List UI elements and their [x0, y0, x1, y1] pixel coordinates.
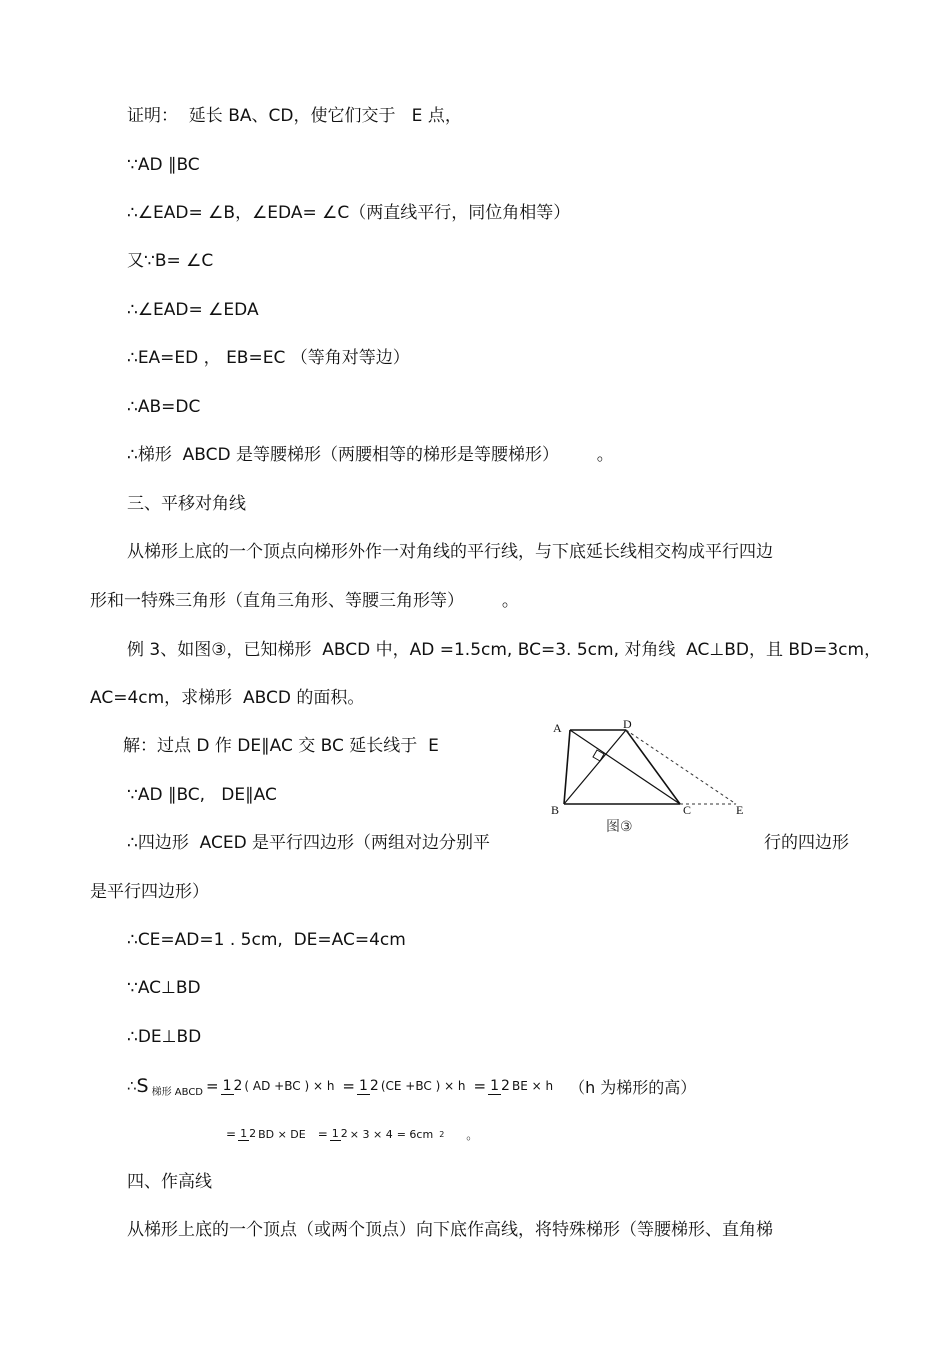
fraction-half: 1 2 [359, 1077, 379, 1094]
proof-line-6: ∴EA=ED ， EB=EC （等角对等边） [127, 348, 410, 368]
area-symbol: S [136, 1075, 149, 1097]
proof-line-4: 又∵B= ∠C [127, 251, 214, 271]
equals-sign: = [206, 1077, 219, 1095]
section-heading-4: 四、作高线 [127, 1172, 212, 1192]
area-subscript: 梯形 ABCD [151, 1087, 203, 1098]
fraction-half: 1 2 [331, 1127, 348, 1140]
fraction-half: 1 2 [490, 1077, 510, 1094]
solution-line-1: 解：过点 D 作 DE∥AC 交 BC 延长线于 E [123, 736, 439, 756]
figure-caption: 图③ [606, 819, 633, 835]
label-b: B [551, 803, 560, 817]
proof-line-3: ∴∠EAD= ∠B，∠EDA= ∠C（两直线平行，同位角相等） [127, 203, 571, 223]
method-description-1: 从梯形上底的一个顶点向梯形外作一对角线的平行线，与下底延长线相交构成平行四边 [127, 542, 773, 562]
proof-line-1: 证明： 延长 BA、CD，使它们交于 E 点， [127, 106, 462, 126]
example-3-line-1: 例 3、如图③，已知梯形 ABCD 中，AD =1.5cm, BC=3. 5cm, 对角线 AC⊥BD，且 BD=3cm， [127, 640, 882, 660]
proof-line-5: ∴∠EAD= ∠EDA [127, 300, 259, 320]
fraction-half: 1 2 [222, 1077, 243, 1094]
therefore-symbol: ∴ [127, 1077, 137, 1095]
formula-term-product: × 3 × 4 [349, 1127, 393, 1141]
proof-line-2: ∵AD ∥BC [127, 155, 200, 175]
formula-exponent: 2 [439, 1129, 445, 1139]
equals-sign: = [226, 1127, 237, 1141]
formula-end-mark: 。 [466, 1127, 479, 1142]
method-description-3: 从梯形上底的一个顶点（或两个顶点）向下底作高线，将特殊梯形（等腰梯形、直角梯 [127, 1220, 773, 1240]
solution-line-2: ∵AD ∥BC, DE∥AC [127, 785, 277, 805]
diagonal-bd [564, 730, 626, 804]
trapezoid-figure [540, 718, 760, 840]
formula-note: （h 为梯形的高） [569, 1077, 697, 1097]
solution-line-7: ∴DE⊥BD [127, 1027, 202, 1047]
segment-de-dashed [626, 730, 736, 804]
fraction-half: 1 2 [240, 1127, 257, 1140]
formula-term-bd-de: BD × DE [258, 1127, 306, 1141]
solution-line-6: ∵AC⊥BD [127, 978, 201, 998]
method-description-2: 形和一特殊三角形（直角三角形、等腰三角形等） 。 [90, 591, 519, 611]
label-d: D [623, 718, 632, 731]
formula-result: = 6cm [396, 1127, 434, 1141]
proof-conclusion: ∴梯形 ABCD 是等腰梯形（两腰相等的梯形是等腰梯形） 。 [127, 445, 614, 465]
solution-line-5: ∴CE=AD=1 . 5cm, DE=AC=4cm [127, 930, 406, 950]
formula-term-1: ( AD +BC ) × h [244, 1079, 335, 1093]
formula-term-3: BE × h [511, 1079, 554, 1093]
example-3-line-2: AC=4cm，求梯形 ABCD 的面积。 [90, 688, 365, 708]
label-a: A [553, 721, 562, 735]
segment-dc [626, 730, 680, 804]
area-formula-line-2 [226, 1116, 478, 1152]
formula-term-2: (CE +BC ) × h [380, 1079, 466, 1093]
segment-ab [564, 730, 570, 804]
solution-line-3: ∴四边形 ACED 是平行四边形（两组对边分别平 [127, 833, 491, 853]
solution-line-4: 是平行四边形） [90, 882, 209, 902]
diagonal-ac [570, 730, 680, 804]
label-c: C [683, 803, 692, 817]
equals-sign: = [342, 1077, 355, 1095]
section-heading-3: 三、平移对角线 [127, 494, 246, 514]
area-formula-line-1 [127, 1066, 696, 1106]
solution-line-3-tail: 行的四边形 [764, 833, 849, 853]
equals-sign: = [317, 1127, 328, 1141]
proof-line-7: ∴AB=DC [127, 397, 201, 417]
label-e: E [736, 803, 744, 817]
equals-sign: = [473, 1077, 487, 1095]
